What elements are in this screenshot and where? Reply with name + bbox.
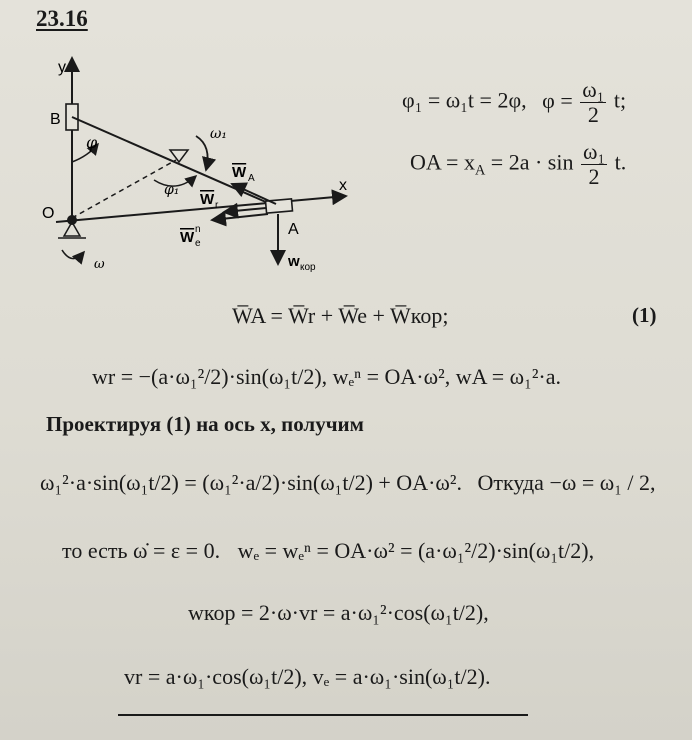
eq-phi-right: t; (613, 87, 627, 113)
eq-we: wₑ = wₑⁿ = OA·ω² = (a·ω₁²/2)·sin(ω₁t/2), (237, 538, 595, 563)
eq-epsilon: то есть ω̇ = ε = 0. (62, 538, 221, 563)
eq-wr-wen-wa: wr = −(a·ω₁²/2)·sin(ω₁t/2), wₑⁿ = OA·ω², wA = ω₁²·a. (92, 364, 562, 389)
y-axis-label: y (58, 59, 66, 76)
eq-oa-fraction (581, 140, 607, 189)
eq-phi1-text: φ₁ = ω₁t = 2φ, (402, 87, 527, 113)
eq-phi-den: 2 (587, 102, 599, 128)
vector-wen-sub: e (195, 238, 201, 249)
eq-phi-fraction (580, 78, 606, 127)
point-o-label: O (42, 205, 55, 222)
angle-phi1-label: φ₁ (164, 182, 180, 198)
vector-wr-label: W (200, 191, 215, 208)
point-a-label: A (288, 221, 299, 238)
x-axis-label: x (339, 177, 347, 194)
mechanism-diagram (36, 52, 366, 292)
eq-projection (40, 470, 656, 496)
eq-oa-den: 2 (588, 164, 600, 190)
eq-epsilon-we (62, 538, 594, 564)
eq-oa-left: OA = x (410, 149, 475, 175)
eq-oa-sub: A (474, 162, 486, 179)
eq-projection-left: ω₁²·a·sin(ω₁t/2) = (ω₁²·a/2)·sin(ω₁t/2) + OA·ω². (40, 470, 462, 495)
eq-phi-left: φ = (542, 87, 573, 113)
vector-wa (232, 184, 276, 204)
eq-velocities: vr = a·ω₁·cos(ω₁t/2), vₑ = a·ω₁·sin(ω₁t/2). (124, 664, 491, 689)
vector-wa-sub: A (248, 173, 255, 184)
vector-wr-sub: r (215, 200, 219, 211)
vector-wen-sup: n (195, 224, 201, 235)
omega-label: ω (94, 257, 105, 272)
eq-oa-mid: = 2a · sin (490, 149, 574, 175)
problem-number: 23.16 (36, 6, 88, 31)
vector-wkor-sub: кор (300, 262, 316, 273)
vector-wen (212, 214, 268, 220)
angle-phi-label: φ (86, 133, 98, 152)
omega1-arc (196, 136, 208, 170)
eq-wkor: wкор = 2·ω·vr = a·ω₁²·cos(ω₁t/2), (188, 600, 489, 625)
vector-wr (224, 208, 266, 212)
eq-projection-right: Откуда −ω = ω₁ / 2, (477, 470, 656, 495)
eq-oa (410, 140, 626, 189)
bottom-rule (118, 714, 528, 716)
vector-wen-label: W (180, 229, 195, 246)
eq-phi-num: ω₁ (582, 77, 605, 102)
eq-1-number: (1) (632, 303, 657, 327)
point-b-label: B (50, 111, 61, 128)
omega-arc (62, 250, 84, 259)
vector-wkor-label: w (288, 253, 300, 270)
vector-wa-label: W (232, 164, 247, 181)
text-projection: Проектируя (1) на ось x, получим (46, 412, 364, 436)
omega1-label: ω₁ (210, 126, 228, 142)
eq-oa-num: ω₁ (582, 139, 606, 164)
eq-phi-relation (402, 78, 626, 127)
dashed-line-od (72, 160, 176, 218)
eq-oa-right: t. (614, 149, 627, 175)
eq-1: W̅A = W̅r + W̅e + W̅кор; (232, 303, 449, 328)
